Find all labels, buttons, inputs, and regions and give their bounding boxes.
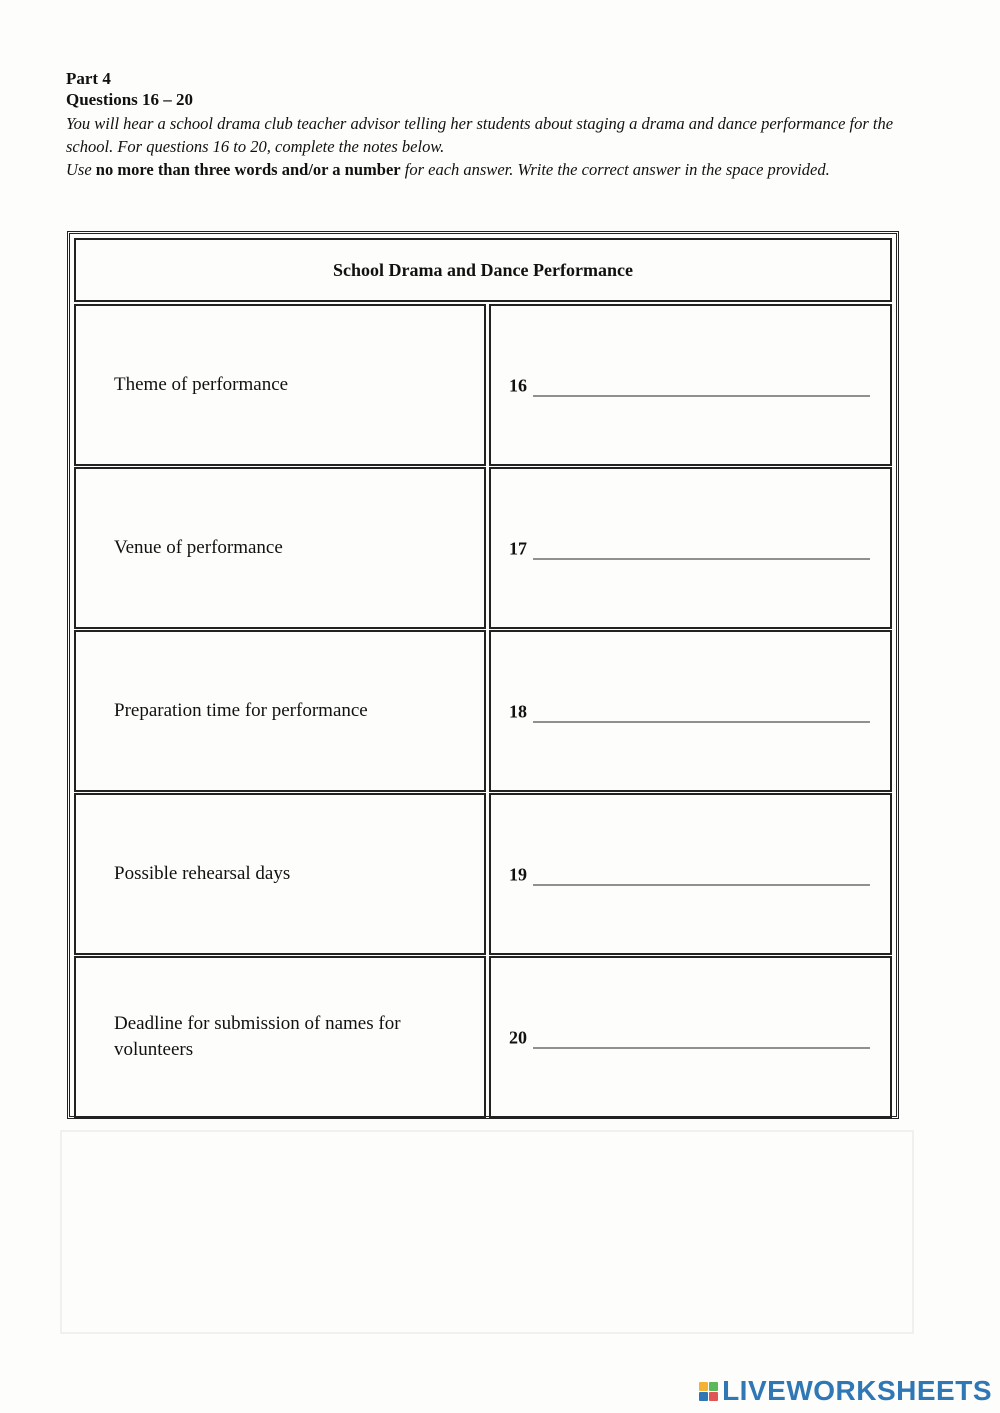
brand-grid-icon <box>699 1382 718 1401</box>
part-title: Part 4 <box>66 69 111 88</box>
notes-table <box>67 231 899 1119</box>
question-number: 19 <box>509 864 527 885</box>
liveworksheets-logo[interactable] <box>699 1375 992 1407</box>
answer-16 <box>509 374 870 397</box>
table-row <box>74 630 892 792</box>
answer-input-18[interactable] <box>533 700 870 723</box>
instruction-rest: for each answer. Write the correct answer in the space provided. <box>400 160 830 179</box>
instructions-text <box>66 112 916 181</box>
answer-17 <box>509 537 870 560</box>
question-number: 17 <box>509 538 527 559</box>
answer-19 <box>509 863 870 886</box>
row-label: Venue of performance <box>114 537 283 558</box>
table-row <box>74 467 892 629</box>
answer-input-19[interactable] <box>533 863 870 886</box>
instructions-header <box>66 68 916 181</box>
table-row <box>74 304 892 466</box>
faded-background-print <box>60 1130 914 1334</box>
instruction-bold: no more than three words and/or a number <box>95 160 401 179</box>
answer-input-20[interactable] <box>533 1026 870 1049</box>
row-label: Theme of performance <box>114 374 289 395</box>
row-label: Preparation time for performance <box>114 700 368 721</box>
table-title: School Drama and Dance Performance <box>74 238 892 302</box>
row-label: Possible rehearsal days <box>114 863 291 884</box>
question-number: 16 <box>509 375 527 396</box>
question-number: 20 <box>509 1027 527 1048</box>
instruction-use: Use <box>66 160 96 179</box>
brand-name: LIVEWORKSHEETS <box>722 1375 992 1406</box>
table-row <box>74 793 892 955</box>
table-row <box>74 956 892 1118</box>
answer-input-16[interactable] <box>533 374 870 397</box>
answer-18 <box>509 700 870 723</box>
answer-20 <box>509 1026 870 1049</box>
answer-input-17[interactable] <box>533 537 870 560</box>
row-label: Deadline for submission of names for volunteers <box>114 1013 401 1060</box>
questions-range: Questions 16 – 20 <box>66 90 194 109</box>
question-number: 18 <box>509 701 527 722</box>
instruction-line1: You will hear a school drama club teacher advisor telling her students about staging a drama and dance performance for the school. For questions 16 to 20, complete the notes below. <box>66 114 894 156</box>
